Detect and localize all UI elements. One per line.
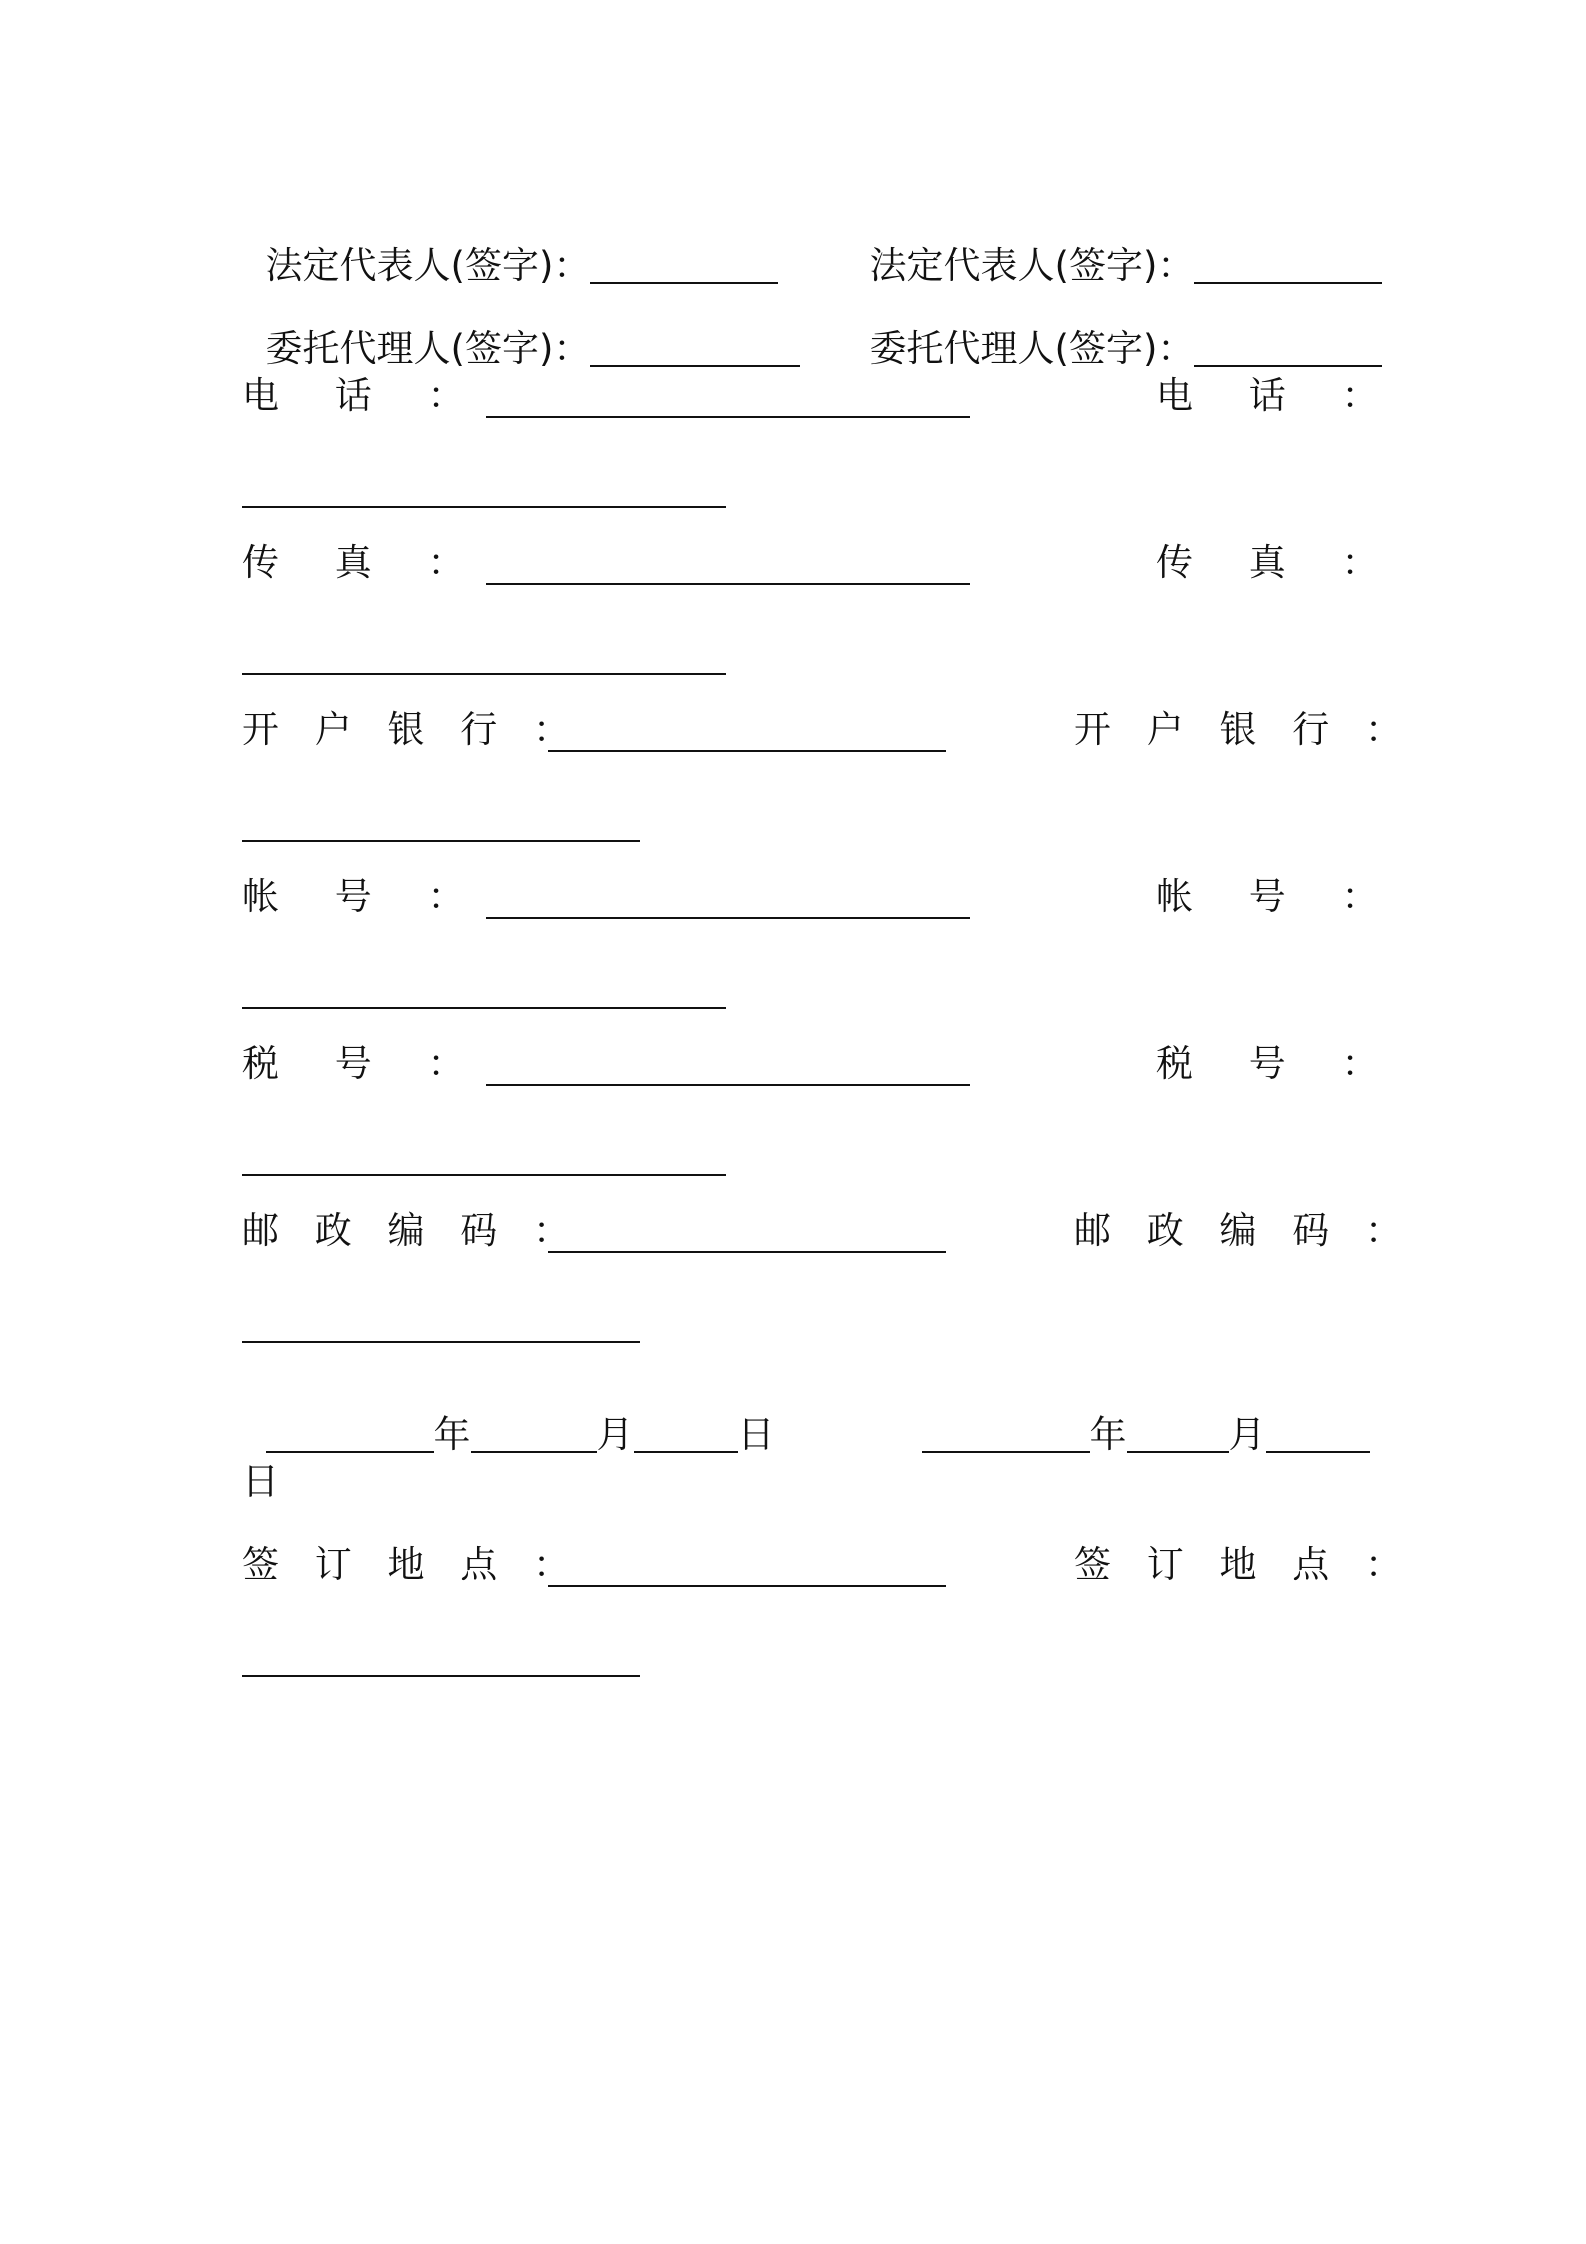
tax-label-left: 税 号 ： [242, 1042, 465, 1085]
phone-label-left: 电 话 ： [242, 374, 465, 417]
phone-blank-right[interactable] [242, 472, 726, 508]
date-left [242, 1379, 775, 1456]
account-blank-right[interactable] [242, 973, 726, 1009]
legal-rep-left [242, 210, 778, 287]
agent-blank-left[interactable] [590, 331, 800, 367]
postcode-label-left: 邮 政 编 码 ： [242, 1209, 571, 1252]
fax-blank-right[interactable] [242, 639, 726, 675]
month-label-right: 月 [1228, 1413, 1266, 1456]
legal-rep-label-right: 法定代表人(签字)： [869, 244, 1195, 287]
day-blank-left[interactable] [634, 1417, 738, 1453]
sign-place-blank-right[interactable] [242, 1641, 640, 1677]
date-right [898, 1379, 1370, 1456]
agent-blank-right[interactable] [1194, 331, 1382, 367]
month-blank-left[interactable] [471, 1417, 597, 1453]
fax-label-left: 传 真 ： [242, 541, 465, 584]
postcode-blank-left[interactable] [548, 1217, 946, 1253]
account-blank-left[interactable] [486, 883, 970, 919]
year-blank-left[interactable] [266, 1417, 434, 1453]
legal-rep-blank-right[interactable] [1194, 248, 1382, 284]
agent-left [242, 293, 800, 370]
bank-blank-right[interactable] [242, 806, 640, 842]
fax-blank-left[interactable] [486, 549, 970, 585]
sign-place-label-right: 签 订 地 点 ： [1074, 1543, 1403, 1586]
month-blank-right[interactable] [1127, 1417, 1229, 1453]
legal-rep-label-left: 法定代表人(签字)： [265, 244, 591, 287]
bank-label-left: 开 户 银 行 ： [242, 708, 571, 751]
postcode-blank-right[interactable] [242, 1307, 640, 1343]
sign-place-label-left: 签 订 地 点 ： [242, 1543, 571, 1586]
sign-place-blank-left[interactable] [548, 1551, 946, 1587]
day-label-right: 日 [242, 1460, 279, 1503]
fax-label-right: 传 真 ： [1156, 541, 1379, 584]
tax-label-right: 税 号 ： [1156, 1042, 1379, 1085]
tax-blank-left[interactable] [486, 1050, 970, 1086]
agent-label-right: 委托代理人(签字)： [869, 327, 1195, 370]
year-label-left: 年 [433, 1413, 471, 1456]
agent-label-left: 委托代理人(签字)： [265, 327, 591, 370]
postcode-label-right: 邮 政 编 码 ： [1074, 1209, 1403, 1252]
day-blank-right[interactable] [1266, 1417, 1370, 1453]
account-label-left: 帐 号 ： [242, 875, 465, 918]
legal-rep-blank-left[interactable] [590, 248, 778, 284]
year-label-right: 年 [1089, 1413, 1127, 1456]
phone-blank-left[interactable] [486, 382, 970, 418]
day-label-left: 日 [737, 1413, 775, 1456]
bank-blank-left[interactable] [548, 716, 946, 752]
month-label-left: 月 [596, 1413, 634, 1456]
bank-label-right: 开 户 银 行 ： [1074, 708, 1403, 751]
phone-label-right: 电 话 ： [1156, 374, 1379, 417]
agent-right [846, 293, 1382, 370]
account-label-right: 帐 号 ： [1156, 875, 1379, 918]
legal-rep-right [846, 210, 1382, 287]
tax-blank-right[interactable] [242, 1140, 726, 1176]
year-blank-right[interactable] [922, 1417, 1090, 1453]
